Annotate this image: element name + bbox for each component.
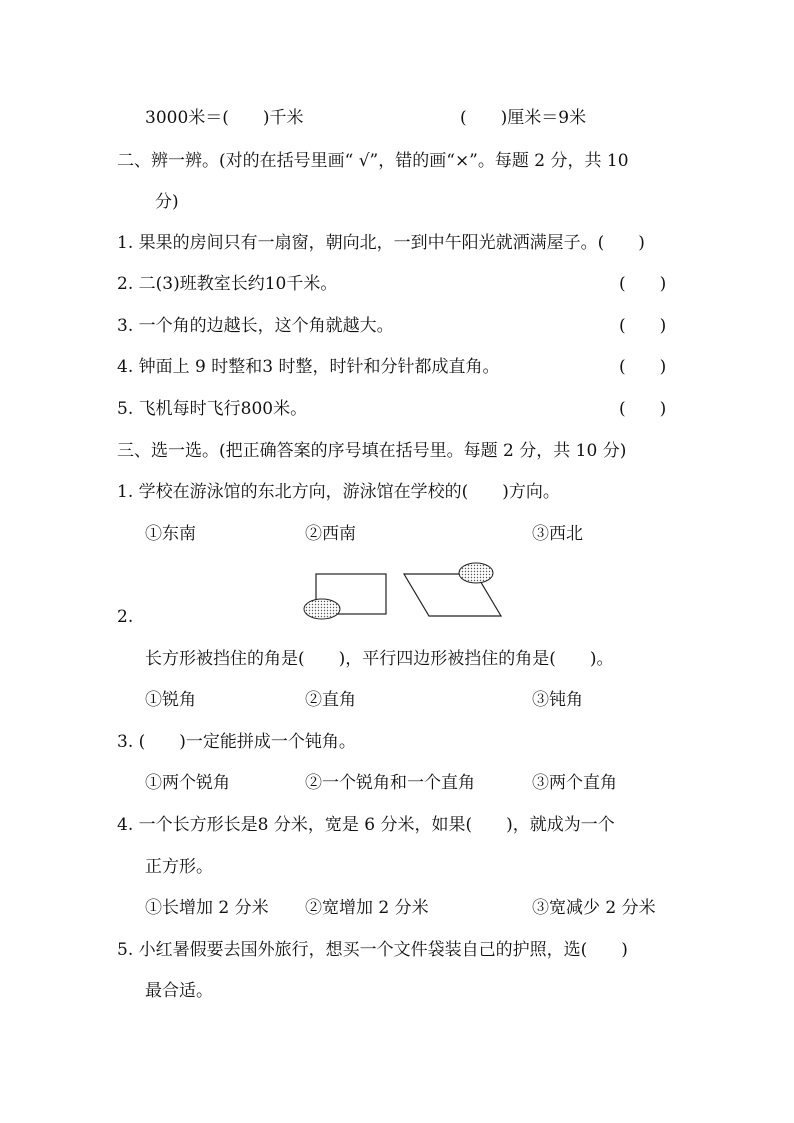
- conversion-left: 3000米＝( )千米: [145, 108, 304, 128]
- s3-q2-number: 2.: [117, 607, 134, 627]
- s2-item-3-answer-paren[interactable]: ( ): [619, 316, 667, 336]
- section2-heading-cont: 分): [155, 192, 179, 212]
- s2-item-5-answer-paren[interactable]: ( ): [619, 399, 667, 419]
- s2-item-2: 2. 二(3)班教室长约10千米。: [117, 274, 338, 294]
- s3-q4-option-1: ①长增加 2 分米: [145, 898, 269, 918]
- s3-q1-option-1: ①东南: [145, 524, 196, 544]
- section2-heading: 二、辨一辨。(对的在括号里画“ √”，错的画“×”。每题 2 分，共 10: [117, 151, 629, 171]
- s2-item-4-answer-paren[interactable]: ( ): [619, 357, 667, 377]
- s3-q5-text-cont: 最合适。: [145, 981, 213, 1001]
- rectangle-covering-blot: [304, 599, 340, 619]
- section3-heading: 三、选一选。(把正确答案的序号填在括号里。每题 2 分，共 10 分): [117, 441, 627, 461]
- parallelogram-covering-blot: [459, 563, 493, 583]
- s3-q1-option-2: ②西南: [305, 524, 356, 544]
- s2-item-2-answer-paren[interactable]: ( ): [619, 274, 667, 294]
- s2-item-1: 1. 果果的房间只有一扇窗，朝向北，一到中午阳光就洒满屋子。( ): [117, 233, 645, 253]
- s3-q2-text: 长方形被挡住的角是( )，平行四边形被挡住的角是( )。: [145, 649, 614, 669]
- s3-q4-option-2: ②宽增加 2 分米: [305, 898, 429, 918]
- s3-q1-option-3: ③西北: [532, 524, 583, 544]
- s3-q3-text: 3. ( )一定能拼成一个钝角。: [117, 732, 356, 752]
- s3-q4-text-cont: 正方形。: [145, 857, 213, 877]
- s3-q5-text: 5. 小红暑假要去国外旅行，想买一个文件袋装自己的护照，选( ): [117, 940, 628, 960]
- s3-q2-option-2: ②直角: [305, 690, 356, 710]
- s3-q4-text: 4. 一个长方形长是8 分米，宽是 6 分米，如果( )，就成为一个: [117, 815, 615, 835]
- s3-q3-option-2: ②一个锐角和一个直角: [305, 773, 475, 793]
- s2-item-3: 3. 一个角的边越长，这个角就越大。: [117, 316, 394, 336]
- s2-item-4: 4. 钟面上 9 时整和3 时整，时针和分针都成直角。: [117, 357, 500, 377]
- s3-q4-option-3: ③宽减少 2 分米: [532, 898, 656, 918]
- conversion-right: ( )厘米＝9米: [460, 108, 587, 128]
- s3-q1-text: 1. 学校在游泳馆的东北方向，游泳馆在学校的( )方向。: [117, 482, 560, 502]
- s3-q2-option-3: ③钝角: [532, 690, 583, 710]
- covered-shapes-figure: [296, 558, 506, 628]
- s3-q2-option-1: ①锐角: [145, 690, 196, 710]
- s3-q3-option-3: ③两个直角: [532, 773, 617, 793]
- s3-q3-option-1: ①两个锐角: [145, 773, 230, 793]
- s2-item-5: 5. 飞机每时飞行800米。: [117, 399, 308, 419]
